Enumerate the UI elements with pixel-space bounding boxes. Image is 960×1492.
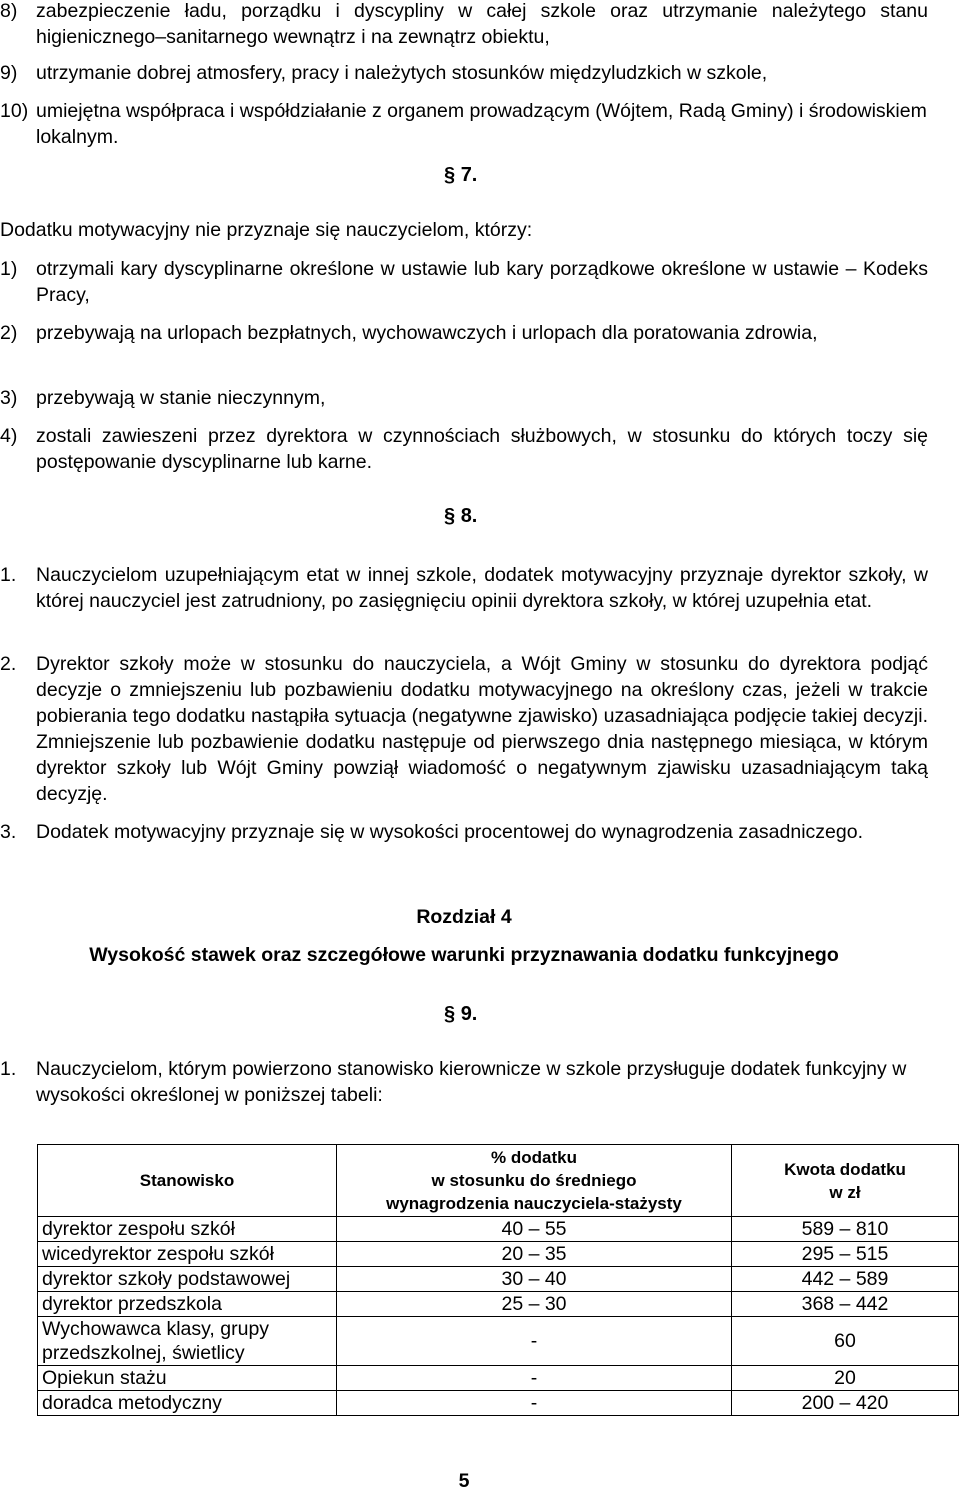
section-sign-icon: §	[444, 505, 456, 527]
list-item	[0, 1056, 928, 1108]
list-item-number: 8)	[0, 0, 18, 22]
list-item-text: umiejętna współpraca i współdziałanie z organem prowadzącym (Wójtem, Radą Gminy) i środowiskiem lokalnym.	[36, 100, 927, 148]
section-7-intro: Dodatku motywacyjny nie przyznaje się nauczycielom, którzy:	[0, 219, 533, 241]
table-cell-position: wicedyrektor zespołu szkół	[38, 1242, 337, 1267]
table-row	[38, 1292, 959, 1317]
chapter-label: Rozdział 4	[416, 906, 512, 928]
table-header-position: Stanowisko	[38, 1145, 337, 1217]
table-header-percent: % dodatku w stosunku do średniego wynagrodzenia nauczyciela-stażysty	[337, 1145, 732, 1217]
list-item-number: 1.	[0, 1058, 17, 1080]
list-item	[0, 320, 928, 346]
table-cell-position: Opiekun stażu	[38, 1366, 337, 1391]
list-item-text: otrzymali kary dyscyplinarne określone w ustawie lub kary porządkowe określone w ustawie – Kodeks Pracy,	[36, 258, 928, 306]
list-item-number: 10)	[0, 100, 29, 122]
list-item-number: 4)	[0, 425, 18, 447]
table-row	[38, 1242, 959, 1267]
list-item	[0, 256, 928, 308]
table-cell-amount: 442 – 589	[732, 1267, 959, 1292]
table-cell-percent: 25 – 30	[337, 1292, 732, 1317]
list-item-number: 3)	[0, 387, 18, 409]
list-item-number: 1.	[0, 564, 17, 586]
table-row	[38, 1366, 959, 1391]
list-item	[0, 60, 928, 86]
table-cell-amount: 20	[732, 1366, 959, 1391]
table-row	[38, 1391, 959, 1416]
list-item	[0, 423, 928, 475]
page-number: 5	[458, 1470, 470, 1492]
list-item-number: 9)	[0, 62, 18, 84]
table-cell-percent: 40 – 55	[337, 1217, 732, 1242]
list-item	[0, 385, 928, 411]
section-sign-icon: §	[444, 164, 456, 186]
table-row	[38, 1317, 959, 1366]
list-item-number: 3.	[0, 821, 17, 843]
table-cell-amount: 368 – 442	[732, 1292, 959, 1317]
table-cell-percent: 20 – 35	[337, 1242, 732, 1267]
list-item-text: Nauczycielom, którym powierzono stanowisko kierownicze w szkole przysługuje dodatek funkcyjny w wysokości określonej w poniższej tabeli:	[36, 1058, 907, 1106]
list-item-text: zostali zawieszeni przez dyrektora w czynnościach służbowych, w stosunku do których toczy się postępowanie dyscyplinarne lub karne.	[36, 425, 928, 473]
list-item-number: 2)	[0, 322, 18, 344]
section-sign-icon: §	[444, 1003, 456, 1025]
list-item-number: 1)	[0, 258, 18, 280]
list-item-text: przebywają na urlopach bezpłatnych, wychowawczych i urlopach dla poratowania zdrowia,	[36, 322, 818, 344]
section-heading-8: § 8.	[444, 505, 478, 527]
table-row	[38, 1217, 959, 1242]
table-cell-amount: 60	[732, 1317, 959, 1366]
list-item-text: utrzymanie dobrej atmosfery, pracy i należytych stosunków międzyludzkich w szkole,	[36, 62, 768, 84]
section-heading-9: § 9.	[444, 1003, 478, 1025]
list-item-text: Nauczycielom uzupełniającym etat w innej szkole, dodatek motywacyjny przyznaje dyrektor szkoły, w której nauczyciel jest zatrudniony, po zasięgnięciu opinii dyrektora szkoły, w której uzupełnia etat.	[36, 564, 928, 612]
list-item	[0, 0, 928, 50]
chapter-title: Wysokość stawek oraz szczegółowe warunki przyznawania dodatku funkcyjnego	[89, 944, 839, 966]
table-cell-amount: 200 – 420	[732, 1391, 959, 1416]
table-cell-position: dyrektor zespołu szkół	[38, 1217, 337, 1242]
table-cell-percent: 30 – 40	[337, 1267, 732, 1292]
allowance-table	[37, 1144, 959, 1416]
table-header-row	[38, 1145, 959, 1217]
table-cell-position: dyrektor szkoły podstawowej	[38, 1267, 337, 1292]
table-cell-percent: -	[337, 1366, 732, 1391]
section-heading-7: § 7.	[444, 164, 478, 186]
list-item	[0, 819, 928, 845]
table-cell-amount: 589 – 810	[732, 1217, 959, 1242]
table-row	[38, 1267, 959, 1292]
table-cell-position: Wychowawca klasy, grupy przedszkolnej, świetlicy	[38, 1317, 337, 1366]
list-item-number: 2.	[0, 653, 17, 675]
list-item-text: zabezpieczenie ładu, porządku i dyscypliny w całej szkole oraz utrzymanie należytego stanu higienicznego–sanitarnego wewnątrz i na zewnątrz obiektu,	[36, 0, 928, 48]
list-item	[0, 562, 928, 614]
table-header-amount: Kwota dodatku w zł	[732, 1145, 959, 1217]
table-cell-percent: -	[337, 1317, 732, 1366]
list-item	[0, 651, 928, 807]
table-cell-position: doradca metodyczny	[38, 1391, 337, 1416]
table-cell-position: dyrektor przedszkola	[38, 1292, 337, 1317]
list-item-text: Dodatek motywacyjny przyznaje się w wysokości procentowej do wynagrodzenia zasadniczego.	[36, 821, 863, 843]
list-item-text: przebywają w stanie nieczynnym,	[36, 387, 326, 409]
list-item-text: Dyrektor szkoły może w stosunku do nauczyciela, a Wójt Gminy w stosunku do dyrektora podjąć decyzje o zmniejszeniu lub pozbawieniu dodatku motywacyjnego na określony czas, jeżeli w trakcie pobierania tego dodatku nastąpiła sytuacja (negatywne zjawisko) uzasadniająca podjęcie takiej decyzji. Zmniejszenie lub pozbawienie dodatku następuje od pierwszego dnia następnego miesiąca, w którym dyrektor szkoły lub Wójt Gminy powziął wiadomość o negatywnym zjawisku uzasadniającym taką decyzję.	[36, 653, 928, 805]
table-cell-percent: -	[337, 1391, 732, 1416]
list-item	[0, 98, 928, 150]
table-cell-amount: 295 – 515	[732, 1242, 959, 1267]
